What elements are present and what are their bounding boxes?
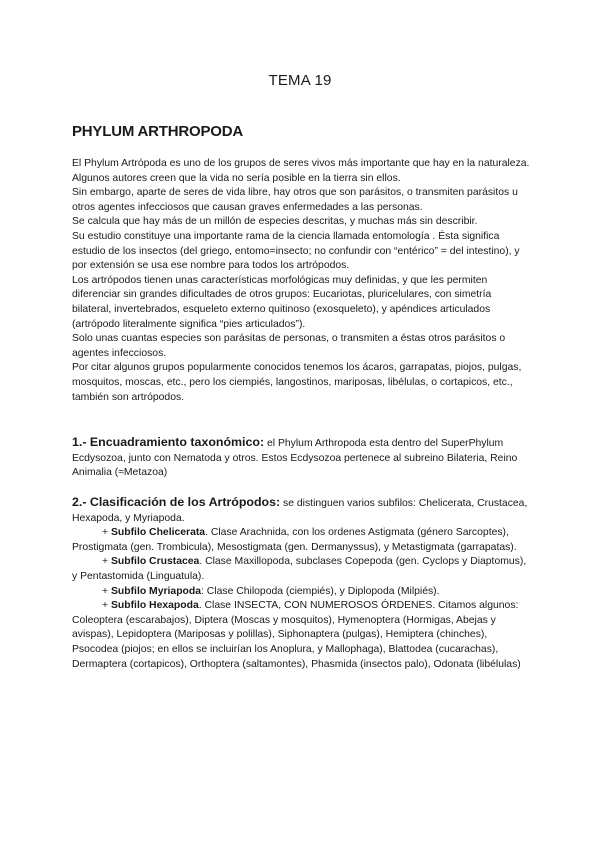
subphylum-name: Subfilo Myriapoda <box>110 585 202 597</box>
intro-paragraph: Sin embargo, aparte de seres de vida libre, hay otros que son parásitos, o transmiten parásitos u otros agentes infecciosos que causan graves enfermedades a las personas. <box>72 187 518 213</box>
subphylum-item <box>72 599 532 672</box>
classification-section <box>72 495 532 672</box>
page-title: TEMA 19 <box>268 72 332 89</box>
subphylum-item <box>72 585 532 600</box>
subphylum-prefix: + <box>102 585 111 597</box>
subphylum-prefix: + <box>102 600 111 612</box>
subphylum-text: . Clase Maxillopoda, subclases Copepoda (gen. Cyclops y Diaptomus), y Pentastomida (Linguatula). <box>72 556 527 582</box>
taxonomy-paragraph <box>72 435 532 481</box>
subphylum-item <box>72 555 532 584</box>
taxonomy-heading: 1.- Encuadramiento taxonómico: <box>72 435 265 449</box>
classification-heading: 2.- Clasificación de los Artrópodos: <box>72 495 281 509</box>
section-heading: PHYLUM ARTHROPODA <box>72 123 244 140</box>
subphylum-text: . Clase Arachnida, con los ordenes Astigmata (género Sarcoptes), Prostigmata (gen. Trombicula), Mesostigmata (gen. Dermanyssus), y Metastigmata (garrapatas). <box>72 527 517 553</box>
subphylum-name: Subfilo Hexapoda <box>110 600 199 612</box>
intro-paragraph: Se calcula que hay más de un millón de especies descritas, y muchas más sin describir. <box>72 216 478 228</box>
subphylum-name: Subfilo Chelicerata <box>110 527 206 539</box>
subphylum-text: . Clase INSECTA, CON NUMEROSOS ÓRDENES. Citamos algunos: Coleoptera (escarabajos), Diptera (Moscas y mosquitos), Hymenoptera (Hormigas, Abejas y avispas), Lepidoptera (Mariposas y polillas), Siphonaptera (pulgas), Hemiptera (chinches), Psocodea (piojos; en ellos se incluirían los Anoplura, y Mallophaga), Blattodea (cucarachas), Dermaptera (cortapicos), Orthoptera (saltamontes), Phasmida (insectos palo), Odonata (libélulas) <box>72 600 521 670</box>
intro-paragraph: Su estudio constituye una importante rama de la ciencia llamada entomología . Ésta significa estudio de los insectos (del griego, entomo=insecto; no confundir con “entérico” = del intestino), y por extensión se usa ese nombre para todos los artrópodos. <box>72 230 520 272</box>
subphylum-text: : Clase Chilopoda (ciempiés), y Diplopoda (Milpiés). <box>201 585 440 597</box>
taxonomy-section <box>72 435 532 481</box>
subphylum-prefix: + <box>102 527 111 539</box>
taxonomy-text: el Phylum Arthropoda esta dentro del SuperPhylum Ecdysozoa, junto con Nematoda y otros. Estos Ecdysozoa pertenece al subreino Bilateria, Reino Animalia (≈Metazoa) <box>72 438 518 479</box>
subphylum-prefix: + <box>102 556 111 568</box>
classification-paragraph <box>72 495 532 526</box>
intro-paragraph: El Phylum Artrópoda es uno de los grupos de seres vivos más importante que hay en la naturaleza. <box>72 158 530 169</box>
intro-block <box>72 157 532 405</box>
intro-paragraph: Los artrópodos tienen unas características morfológicas muy definidas, y que les permiten diferenciar sin grandes dificultades de otros grupos: Eucariotas, pluricelulares, con simetría bilateral, invertebrados, esqueleto externo quitinoso (exosqueleto), y apéndices articulados (artrópodo literalmente significa “pies articulados”). <box>72 274 492 330</box>
intro-paragraph: Algunos autores creen que la vida no sería posible en la tierra sin ellos. <box>72 172 401 184</box>
classification-text: se distinguen varios subfilos: Chelicerata, Crustacea, Hexapoda, y Myriapoda. <box>72 498 528 524</box>
subphylum-item <box>72 526 532 555</box>
intro-paragraph: Por citar algunos grupos popularmente conocidos tenemos los ácaros, garrapatas, piojos, pulgas, mosquitos, moscas, etc., pero los ciempiés, langostinos, mariposas, libélulas, o cortapicos, etc., también son artrópodos. <box>72 362 522 403</box>
intro-paragraph: Solo unas cuantas especies son parásitas de personas, o transmiten a éstas otros parásitos o agentes infecciosos. <box>72 333 506 359</box>
subphylum-name: Subfilo Crustacea <box>110 556 200 568</box>
